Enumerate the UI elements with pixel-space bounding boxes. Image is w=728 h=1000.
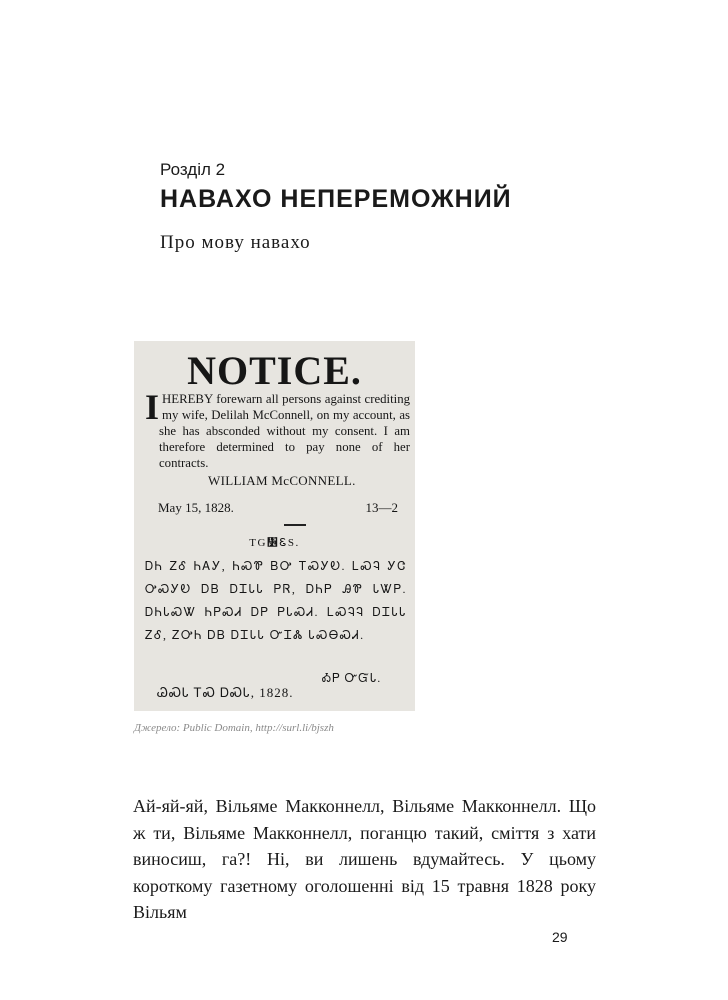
- page-number: 29: [552, 929, 568, 945]
- notice-paragraph: [145, 387, 410, 471]
- cherokee-date: ᏊᏍᏓ ᎢᏍ ᎠᏍᏓ, 1828.: [157, 685, 294, 700]
- cherokee-paragraph: ᎠᏂ ᏃᎴ ᏂᎪᎩ, ᏂᏍᏈ ᏴᎤ ᎢᏍᎩᎧ. ᏞᏍᎸ ᎩᏣ ᎤᏍᎩᎧ ᎠᏴ ᎠᏆᏓᏓ ᏢᏒ, ᎠᏂᏢ ᎯᏈ ᏓᏔᏢ. ᎠᏂᏓᏍᏔ ᏂᏢᏍᏗ ᎠᏢ ᏢᏓᏍᏗ. ᏞᏍᎸᎸ ᎠᏆᏓᏓ ᏃᎴ, ᏃᎤᏂ ᎠᏴ ᎠᏆᏓᏓ ᏅᏆᏜ ᏓᏍᎾᏍᏗ.: [145, 559, 407, 642]
- body-paragraph: Ай-яй-яй, Вільяме Макконнелл, Вільяме Макконнелл. Що ж ти, Вільяме Макконнелл, поганцю такий, сміття з хати виносиш, га?! Ні, ви лишень вдумайтесь. У цьому короткому газетному оголошенні від 15 травня 1828 року Вільям: [133, 796, 596, 922]
- notice-body: HEREBY forewarn all persons against crediting my wife, Delilah McConnell, on my account, as she has absconded without my consent. I am therefore determined to pay none of her contracts.: [159, 392, 410, 470]
- image-caption: Джерело: Public Domain, http://surl.li/bjszh: [134, 722, 334, 734]
- notice-issue-number: 13—2: [365, 500, 398, 515]
- chapter-subtitle: Про мову навахо: [160, 232, 311, 253]
- notice-signature: WILLIAM McCONNELL.: [208, 473, 356, 488]
- notice-date: May 15, 1828.: [158, 500, 234, 515]
- newspaper-notice-image: [134, 341, 415, 711]
- notice-title: NOTICE.: [187, 348, 362, 393]
- notice-date-line: [158, 500, 398, 516]
- notice-dropcap: I: [145, 387, 160, 427]
- cherokee-title: TG᏶ᏋS.: [249, 537, 300, 549]
- chapter-title: НАВАХО НЕПЕРЕМОЖНИЙ: [160, 185, 512, 213]
- cherokee-signature: ᎣᏢ ᏅᏳᏓ.: [322, 671, 382, 685]
- notice-divider: [284, 524, 306, 526]
- chapter-label: Розділ 2: [160, 160, 226, 179]
